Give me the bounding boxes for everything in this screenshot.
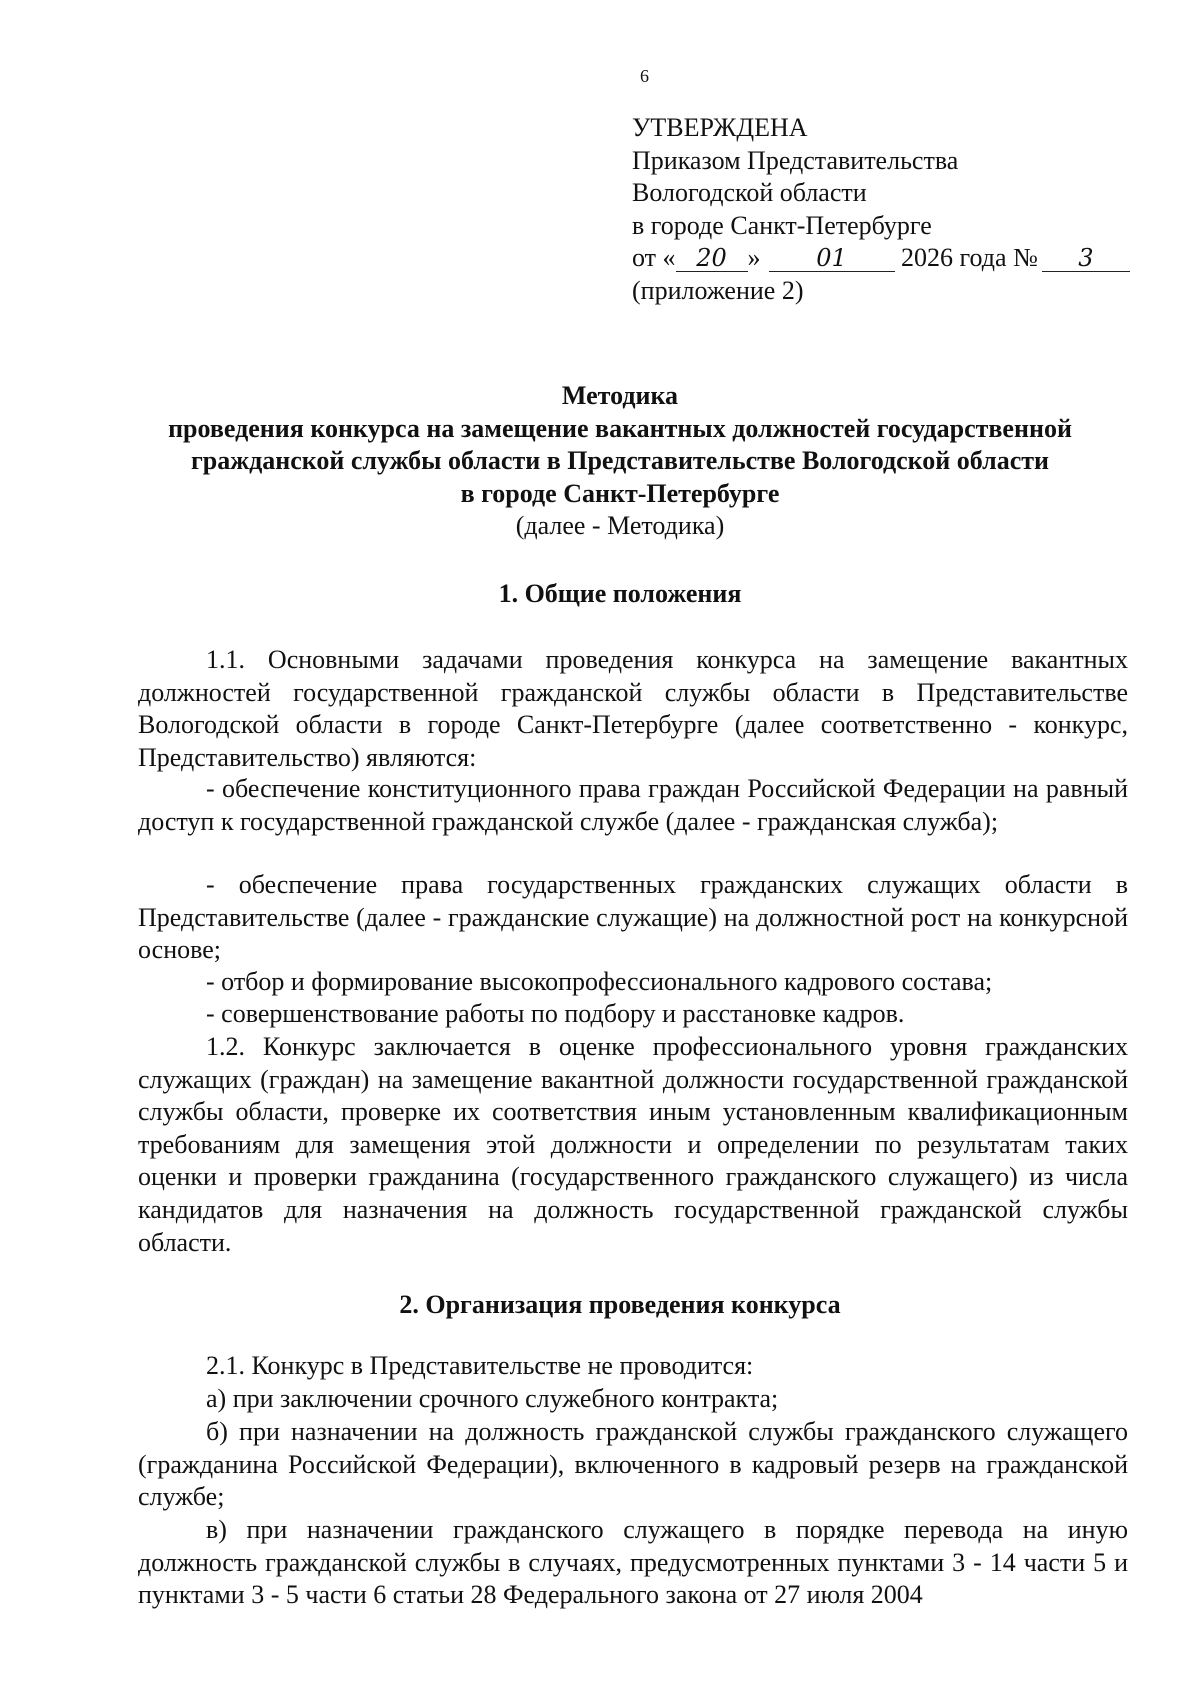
page-number: 6 (640, 66, 649, 86)
date-mid: » (747, 243, 761, 272)
approval-annex: (приложение 2) (632, 275, 804, 305)
approval-region-line: Вологодской области (632, 178, 867, 207)
handwritten-order-number: 3 (1042, 245, 1130, 272)
title-line-4: в городе Санкт-Петербурге (460, 478, 780, 508)
title-methodology: Методика (561, 381, 679, 410)
paragraph-1-1: 1.1. Основными задачами проведения конкурса на замещение вакантных должностей государственной гражданской службы области в Представительстве Вологодской области в городе Санкт-Петербурге (далее соответственно - конкурс, Представительство) являются: (138, 645, 1128, 772)
bullet-constitutional-right: - обеспечение конституционного права граждан Российской Федерации на равный доступ к государственной гражданской службе (далее - гражданская служба); (138, 774, 1128, 836)
document-title (120, 380, 1120, 543)
section-2-heading: 2. Организация проведения конкурса (399, 1290, 841, 1319)
approval-stamp-block (632, 112, 1152, 307)
bullet-career-growth: - обеспечение права государственных гражданских служащих области в Представительстве (далее - гражданские служащие) на должностной рост на конкурсной основе; (138, 870, 1128, 965)
approval-city-line: в городе Санкт-Петербурге (632, 210, 932, 240)
section-1-heading: 1. Общие положения (498, 579, 742, 608)
date-year-text: 2026 года № (901, 243, 1038, 272)
title-line-2: проведения конкурса на замещение вакантных должностей государственной (168, 413, 1072, 443)
title-short-name: (далее - Методика) (515, 511, 725, 540)
approval-order-line: Приказом Представительства (632, 145, 959, 175)
item-c: в) при назначении гражданского служащего в порядке перевода на иную должность гражданской службы в случаях, предусмотренных пунктами 3 - 14 части 5 и пунктами 3 - 5 части 6 статьи 28 Федерального закона от 27 июля 2004 (138, 1515, 1128, 1610)
date-prefix: от « (632, 243, 676, 272)
paragraph-2-1: 2.1. Конкурс в Представительстве не проводится: (206, 1351, 754, 1380)
handwritten-day: 20 (676, 245, 748, 272)
item-a: а) при заключении срочного служебного контракта; (206, 1384, 779, 1413)
bullet-improvement: - совершенствование работы по подбору и расстановке кадров. (206, 999, 905, 1028)
item-b: б) при назначении на должность гражданской службы гражданского служащего (гражданина Российской Федерации), включенного в кадровый резерв на гражданской службе; (138, 1417, 1128, 1512)
approval-heading: УТВЕРЖДЕНА (632, 113, 808, 142)
approval-date-line (632, 242, 1152, 275)
handwritten-month: 01 (769, 245, 895, 272)
bullet-selection: - отбор и формирование высокопрофессионального кадрового состава; (206, 967, 993, 996)
paragraph-1-2: 1.2. Конкурс заключается в оценке профессионального уровня гражданских служащих (граждан) на замещение вакантной должности государственной гражданской службы области, проверке их соответствия иным установленным квалификационным требованиям для замещения этой должности и определении по результатам таких оценки и проверки гражданина (государственного гражданского служащего) из числа кандидатов для назначения на должность государственной гражданской службы области. (138, 1032, 1128, 1257)
title-line-3: гражданской службы области в Представительстве Вологодской области (190, 446, 1050, 475)
